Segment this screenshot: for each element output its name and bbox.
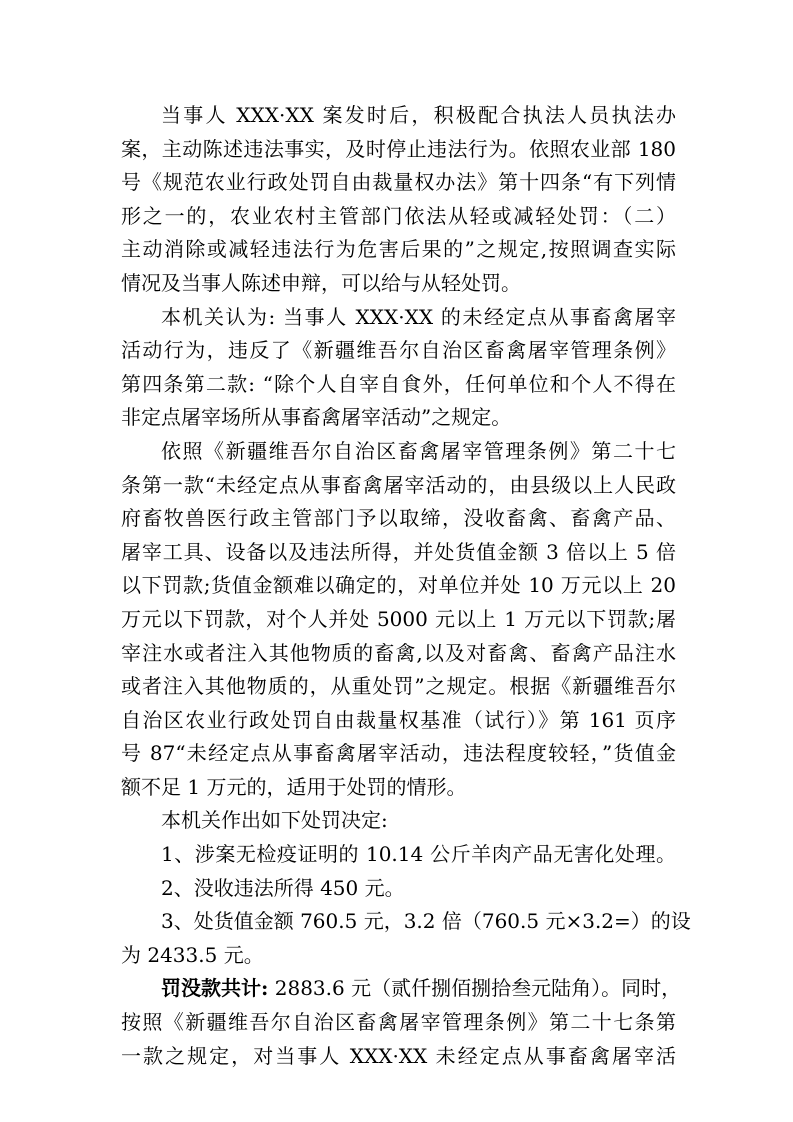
text-line: 万元以下罚款，对个人并处 5000 元以上 1 万元以下罚款;屠 [121,606,676,631]
text-line: 为 2433.5 元。 [121,942,264,967]
text-line: 宰注水或者注入其他物质的畜禽,以及对畜禽、畜禽产品注水 [121,640,676,665]
text-line: 府畜牧兽医行政主管部门予以取缔，没收畜禽、畜禽产品、 [121,506,676,531]
text-line: 屠宰工具、设备以及违法所得，并处货值金额 3 倍以上 5 倍 [121,539,676,564]
text-line: 第四条第二款: “除个人自宰自食外，任何单位和个人不得在 [121,371,676,396]
closing-lines [121,1006,676,1073]
text-line: 额不足 1 万元的，适用于处罚的情形。 [121,774,467,799]
text-line: 依照《新疆维吾尔自治区畜禽屠宰管理条例》第二十七 [161,438,676,463]
text-line: 主动消除或减轻违法行为危害后果的”之规定,按照调查实际 [121,237,676,262]
text-line: 1、涉案无检疫证明的 10.14 公斤羊肉产品无害化处理。 [161,842,676,867]
text-line: 2、没收违法所得 450 元。 [161,875,405,900]
text-line: 3、处货值金额 760.5 元，3.2 倍（760.5 元×3.2=）的设 [161,909,691,934]
penalty-total-line [121,972,682,1006]
text-line: 以下罚款;货值金额难以确定的，对单位并处 10 万元以上 20 [121,573,676,598]
text-line: 本机关认为: 当事人 XXX·XX 的未经定点从事畜禽屠宰 [161,304,676,329]
document-body [121,99,691,1073]
text-line: 本机关作出如下处罚决定: [161,808,388,833]
text-line: 或者注入其他物质的，从重处罚”之规定。根据《新疆维吾尔 [121,674,676,699]
text-line: 形之一的，农业农村主管部门依法从轻或减轻处罚：（二） [121,203,676,228]
text-line: 案，主动陈述违法事实，及时停止违法行为。依照农业部 180 [121,136,676,161]
text-line: 当事人 XXX·XX 案发时后，积极配合执法人员执法办 [161,103,676,127]
text-line: 情况及当事人陈述申辩，可以给与从轻处罚。 [121,270,521,295]
text-line: 非定点屠宰场所从事畜禽屠宰活动”之规定。 [121,405,512,430]
text-line: 号《规范农业行政处罚自由裁量权办法》第十四条“有下列情 [121,170,676,195]
text-line: 号 87“未经定点从事畜禽屠宰活动，违法程度较轻，”货值金 [121,741,676,766]
text-line: 活动行为，违反了《新疆维吾尔自治区畜禽屠宰管理条例》 [121,338,676,363]
text-line: 条第一款“未经定点从事畜禽屠宰活动的，由县级以上人民政 [121,472,676,497]
text-line: 自治区农业行政处罚自由裁量权基准（试行）》第 161 页序 [121,707,676,732]
text-line: 一款之规定，对当事人 XXX·XX 未经定点从事畜禽屠宰活 [121,1043,676,1068]
text-line: 按照《新疆维吾尔自治区畜禽屠宰管理条例》第二十七条第 [121,1010,676,1035]
penalty-total-label: 罚没款共计: [161,976,269,1001]
document-lines [121,99,691,972]
penalty-total-text: 2883.6 元（贰仟捌佰捌拾叁元陆角）。同时， [268,976,682,1001]
